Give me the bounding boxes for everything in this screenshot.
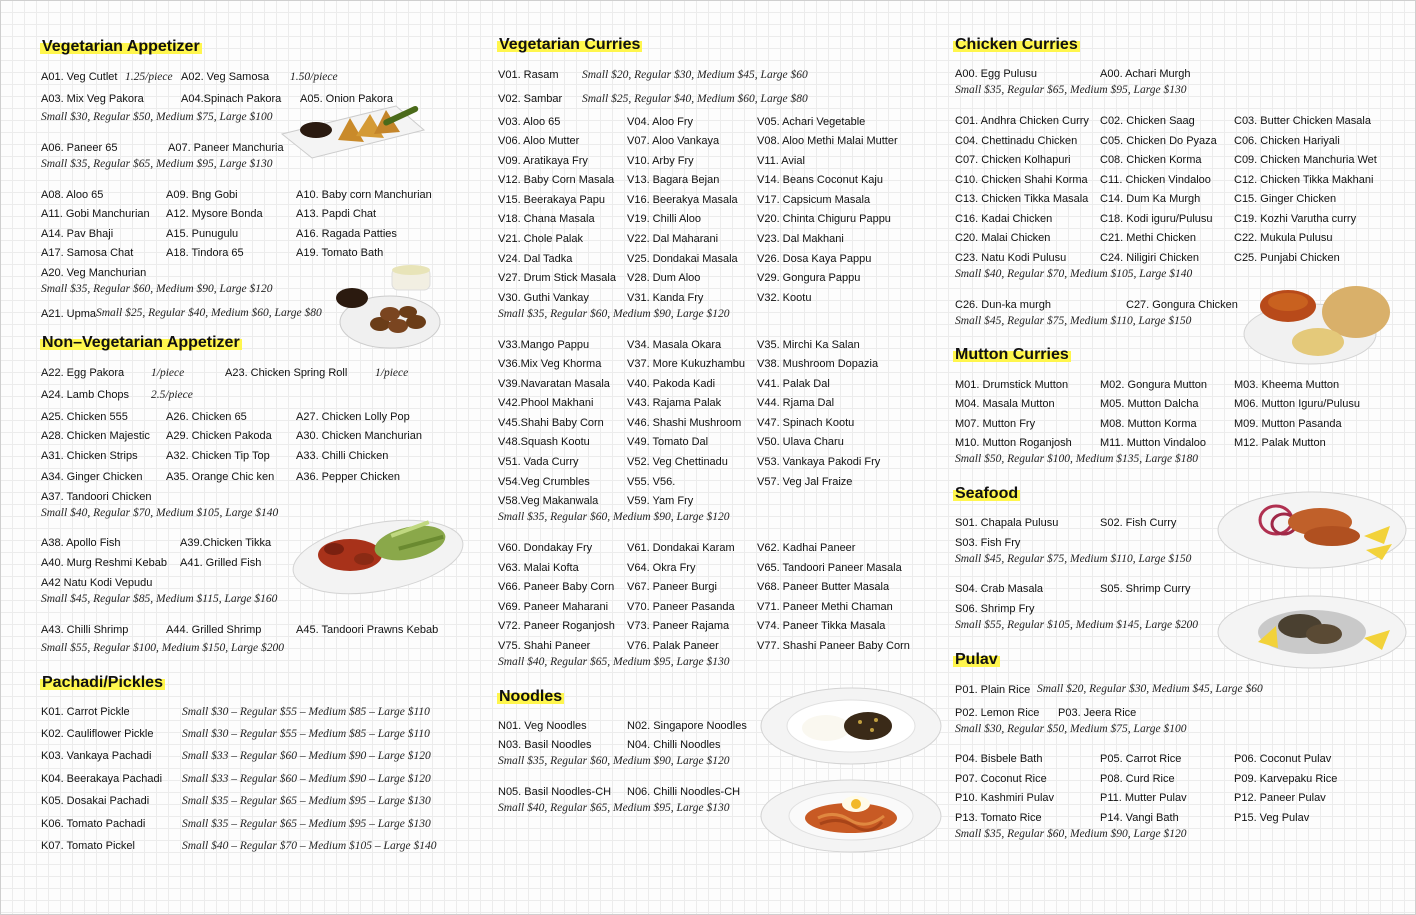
menu-item: A02. Veg Samosa [181, 71, 270, 83]
menu-item: A35. Orange Chic ken [166, 471, 275, 483]
menu-item: A24. Lamb Chops [41, 389, 130, 401]
menu-item: A00. Egg Pulusu [955, 68, 1037, 80]
menu-item: C01. Andhra Chicken Curry [955, 115, 1089, 127]
menu-item: N06. Chilli Noodles-CH [627, 786, 741, 798]
item-price: 1.50/piece [290, 71, 338, 83]
menu-item: V16. Beerakya Masala [627, 194, 738, 206]
menu-item: V11. Avial [757, 155, 805, 167]
menu-item: M02. Gongura Mutton [1100, 379, 1208, 391]
menu-item: V36.Mix Veg Khorma [498, 358, 602, 370]
menu-item: A43. Chilli Shrimp [41, 624, 129, 636]
menu-item: V09. Aratikaya Fry [498, 155, 588, 167]
menu-item: A32. Chicken Tip Top [166, 450, 270, 462]
item-price: Small $33 – Regular $60 – Medium $90 – Large $120 [182, 773, 431, 785]
noodles-photo [758, 774, 944, 856]
menu-item: A07. Paneer Manchuria [168, 142, 284, 154]
rice-curry-photo [758, 684, 944, 768]
price-line: Small $35, Regular $60, Medium $90, Large $120 [41, 283, 273, 295]
menu-item: K03. Vankaya Pachadi [41, 750, 152, 762]
menu-item: V77. Shashi Paneer Baby Corn [757, 640, 910, 652]
price-line: Small $45, Regular $75, Medium $110, Large $150 [955, 553, 1192, 565]
noodles-title: Noodles [499, 688, 563, 705]
price-line: Small $45, Regular $75, Medium $110, Large $150 [955, 315, 1192, 327]
menu-item: A00. Achari Murgh [1100, 68, 1191, 80]
menu-item: C05. Chicken Do Pyaza [1100, 135, 1217, 147]
menu-item: P02. Lemon Rice [955, 707, 1040, 719]
menu-item: A29. Chicken Pakoda [166, 430, 272, 442]
menu-item: V61. Dondakai Karam [627, 542, 735, 554]
menu-item: V70. Paneer Pasanda [627, 601, 735, 613]
menu-item: A16. Ragada Patties [296, 228, 397, 240]
item-price: 1.25/piece [125, 71, 173, 83]
menu-item: S04. Crab Masala [955, 583, 1044, 595]
chilli-chicken-photo [290, 505, 466, 597]
menu-item: N03. Basil Noodles [498, 739, 592, 751]
menu-item: C03. Butter Chicken Masala [1234, 115, 1371, 127]
menu-item: V75. Shahi Paneer [498, 640, 591, 652]
menu-item: A01. Veg Cutlet [41, 71, 118, 83]
menu-item: A09. Bng Gobi [166, 189, 238, 201]
menu-item: C02. Chicken Saag [1100, 115, 1195, 127]
menu-item: V34. Masala Okara [627, 339, 722, 351]
menu-item: K06. Tomato Pachadi [41, 818, 146, 830]
menu-item: K01. Carrot Pickle [41, 706, 130, 718]
menu-item: V43. Rajama Palak [627, 397, 722, 409]
menu-item: C18. Kodi iguru/Pulusu [1100, 213, 1213, 225]
menu-item: M06. Mutton Iguru/Pulusu [1234, 398, 1360, 410]
menu-item: N05. Basil Noodles-CH [498, 786, 612, 798]
menu-item: K02. Cauliflower Pickle [41, 728, 154, 740]
price-line: Small $40, Regular $70, Medium $105, Large $140 [41, 507, 279, 519]
item-price: Small $35 – Regular $65 – Medium $95 – Large $130 [182, 795, 431, 807]
menu-item: V49. Tomato Dal [627, 436, 709, 448]
menu-item: V06. Aloo Mutter [498, 135, 580, 147]
menu-item: P13. Tomato Rice [955, 812, 1042, 824]
menu-item: V30. Guthi Vankay [498, 292, 589, 304]
menu-item: A12. Mysore Bonda [166, 208, 263, 220]
menu-item: C09. Chicken Manchuria Wet [1234, 154, 1377, 166]
price-line: Small $35, Regular $60, Medium $90, Large $120 [498, 755, 730, 767]
pickles-title: Pachadi/Pickles [42, 674, 163, 691]
menu-item: C23. Natu Kodi Pulusu [955, 252, 1067, 264]
menu-item: A41. Grilled Fish [180, 557, 262, 569]
menu-item: C26. Dun-ka murgh [955, 299, 1051, 311]
menu-item: V62. Kadhai Paneer [757, 542, 856, 554]
menu-item: V76. Palak Paneer [627, 640, 719, 652]
menu-item: A08. Aloo 65 [41, 189, 104, 201]
item-price: Small $35 – Regular $65 – Medium $95 – Large $130 [182, 818, 431, 830]
menu-item: A05. Onion Pakora [300, 93, 393, 105]
price-line: Small $50, Regular $100, Medium $135, Large $180 [955, 453, 1198, 465]
menu-item: V73. Paneer Rajama [627, 620, 730, 632]
fish-fry-photo [1214, 480, 1410, 572]
menu-item: M08. Mutton Korma [1100, 418, 1197, 430]
menu-item: M04. Masala Mutton [955, 398, 1055, 410]
menu-item: V60. Dondakay Fry [498, 542, 593, 554]
menu-item: A37. Tandoori Chicken [41, 491, 152, 503]
menu-item: P01. Plain Rice [955, 684, 1031, 696]
menu-item: M10. Mutton Roganjosh [955, 437, 1072, 449]
menu-item: C19. Kozhi Varutha curry [1234, 213, 1357, 225]
menu-item: V35. Mirchi Ka Salan [757, 339, 860, 351]
menu-item: A06. Paneer 65 [41, 142, 118, 154]
menu-item: A20. Veg Manchurian [41, 267, 147, 279]
menu-item: M05. Mutton Dalcha [1100, 398, 1199, 410]
menu-item: C21. Methi Chicken [1100, 232, 1196, 244]
menu-item: A39.Chicken Tikka [180, 537, 272, 549]
menu-item: A42 Natu Kodi Vepudu [41, 577, 153, 589]
menu-item: V03. Aloo 65 [498, 116, 561, 128]
menu-item: A18. Tindora 65 [166, 247, 244, 259]
menu-item: V63. Malai Kofta [498, 562, 579, 574]
menu-item: A33. Chilli Chicken [296, 450, 389, 462]
item-price: Small $40 – Regular $70 – Medium $105 – Large $140 [182, 840, 437, 852]
menu-item: V54.Veg Crumbles [498, 476, 590, 488]
menu-item: V18. Chana Masala [498, 213, 595, 225]
menu-item: A23. Chicken Spring Roll [225, 367, 348, 379]
menu-item: A03. Mix Veg Pakora [41, 93, 144, 105]
menu-item: V08. Aloo Methi Malai Mutter [757, 135, 898, 147]
menu-item: K04. Beerakaya Pachadi [41, 773, 163, 785]
price-line: Small $35, Regular $65, Medium $95, Large $130 [41, 158, 273, 170]
menu-item: V74. Paneer Tikka Masala [757, 620, 886, 632]
menu-item: A34. Ginger Chicken [41, 471, 143, 483]
item-price: Small $20, Regular $30, Medium $45, Large $60 [1037, 683, 1263, 695]
menu-item: C24. Niligiri Chicken [1100, 252, 1200, 264]
menu-item: V41. Palak Dal [757, 378, 830, 390]
menu-item: V58.Veg Makanwala [498, 495, 599, 507]
menu-item: V22. Dal Maharani [627, 233, 719, 245]
price-line: Small $30, Regular $50, Medium $75, Large $100 [955, 723, 1187, 735]
item-price: Small $30 – Regular $55 – Medium $85 – Large $110 [182, 728, 430, 740]
menu-item: C04. Chettinadu Chicken [955, 135, 1078, 147]
menu-item: S05. Shrimp Curry [1100, 583, 1191, 595]
menu-item: A31. Chicken Strips [41, 450, 138, 462]
item-price: Small $25, Regular $40, Medium $60, Large $80 [582, 93, 808, 105]
menu-item: M09. Mutton Pasanda [1234, 418, 1342, 430]
price-line: Small $40, Regular $70, Medium $105, Large $140 [955, 268, 1193, 280]
samosa-plate-photo [278, 100, 428, 162]
menu-item: C20. Malai Chicken [955, 232, 1051, 244]
menu-item: P14. Vangi Bath [1100, 812, 1179, 824]
menu-item: A22. Egg Pakora [41, 367, 125, 379]
menu-item: V07. Aloo Vankaya [627, 135, 720, 147]
menu-item: V21. Chole Palak [498, 233, 583, 245]
menu-item: M11. Mutton Vindaloo [1100, 437, 1206, 449]
menu-item: S03. Fish Fry [955, 537, 1021, 549]
menu-item: C06. Chicken Hariyali [1234, 135, 1340, 147]
price-line: Small $30, Regular $50, Medium $75, Large $100 [41, 111, 273, 123]
menu-item: C25. Punjabi Chicken [1234, 252, 1340, 264]
menu-item: A11. Gobi Manchurian [41, 208, 150, 220]
menu-item: P09. Karvepaku Rice [1234, 773, 1338, 785]
menu-item: C07. Chicken Kolhapuri [955, 154, 1071, 166]
menu-item: V17. Capsicum Masala [757, 194, 871, 206]
menu-item: V47. Spinach Kootu [757, 417, 855, 429]
menu-item: C16. Kadai Chicken [955, 213, 1053, 225]
menu-item: V65. Tandoori Paneer Masala [757, 562, 902, 574]
menu-item: V02. Sambar [498, 93, 563, 105]
menu-item: P08. Curd Rice [1100, 773, 1175, 785]
menu-item: C27. Gongura Chicken [1126, 299, 1238, 311]
menu-item: A21. Upma [41, 308, 97, 320]
menu-item: V33.Mango Pappu [498, 339, 590, 351]
item-price: 1/piece [151, 367, 185, 379]
menu-item: A40. Murg Reshmi Kebab [41, 557, 167, 569]
menu-item: A30. Chicken Manchurian [296, 430, 422, 442]
item-price: Small $20, Regular $30, Medium $45, Large $60 [582, 69, 808, 81]
price-line: Small $35, Regular $60, Medium $90, Large $120 [955, 828, 1187, 840]
menu-item: P15. Veg Pulav [1234, 812, 1310, 824]
menu-item: V05. Achari Vegetable [757, 116, 866, 128]
chicken-curries-title: Chicken Curries [955, 36, 1078, 53]
menu-item: S02. Fish Curry [1100, 517, 1177, 529]
menu-item: N01. Veg Noodles [498, 720, 587, 732]
menu-item: S06. Shrimp Fry [955, 603, 1035, 615]
menu-item: M07. Mutton Fry [955, 418, 1036, 430]
item-price: Small $33 – Regular $60 – Medium $90 – Large $120 [182, 750, 431, 762]
price-line: Small $45, Regular $85, Medium $115, Large $160 [41, 593, 278, 605]
menu-item: V64. Okra Fry [627, 562, 696, 574]
veg-appetizer-title: Vegetarian Appetizer [42, 38, 200, 55]
menu-item: P05. Carrot Rice [1100, 753, 1182, 765]
menu-item: V69. Paneer Maharani [498, 601, 609, 613]
menu-item: V40. Pakoda Kadi [627, 378, 716, 390]
item-price: 1/piece [375, 367, 409, 379]
menu-item: V59. Yam Fry [627, 495, 694, 507]
nonveg-appetizer-title: Non–Vegetarian Appetizer [42, 334, 240, 351]
menu-item: V23. Dal Makhani [757, 233, 844, 245]
menu-item: A17. Samosa Chat [41, 247, 134, 259]
menu-item: C14. Dum Ka Murgh [1100, 193, 1201, 205]
fritters-plate-photo [332, 260, 442, 352]
mutton-curries-title: Mutton Curries [955, 346, 1069, 363]
menu-item: V13. Bagara Bejan [627, 174, 720, 186]
menu-item: V72. Paneer Roganjosh [498, 620, 615, 632]
menu-item: V50. Ulava Charu [757, 436, 844, 448]
item-price: Small $30 – Regular $55 – Medium $85 – Large $110 [182, 706, 430, 718]
menu-item: M03. Kheema Mutton [1234, 379, 1340, 391]
menu-item: V46. Shashi Mushroom [627, 417, 742, 429]
menu-item: V29. Gongura Pappu [757, 272, 861, 284]
menu-item: A44. Grilled Shrimp [166, 624, 262, 636]
menu-item: N02. Singapore Noodles [627, 720, 747, 732]
menu-item: V68. Paneer Butter Masala [757, 581, 890, 593]
menu-item: P10. Kashmiri Pulav [955, 792, 1055, 804]
price-line: Small $55, Regular $105, Medium $145, Large $200 [955, 619, 1198, 631]
menu-item: V39.Navaratan Masala [498, 378, 610, 390]
menu-item: C15. Ginger Chicken [1234, 193, 1337, 205]
menu-item: A19. Tomato Bath [296, 247, 384, 259]
menu-item: A28. Chicken Majestic [41, 430, 150, 442]
menu-item: C22. Mukula Pulusu [1234, 232, 1333, 244]
menu-item: N04. Chilli Noodles [627, 739, 721, 751]
menu-item: V26. Dosa Kaya Pappu [757, 253, 872, 265]
price-line: Small $35, Regular $60, Medium $90, Large $120 [498, 511, 730, 523]
menu-item: M12. Palak Mutton [1234, 437, 1326, 449]
menu-item: V51. Vada Curry [498, 456, 579, 468]
menu-item: V32. Kootu [757, 292, 812, 304]
menu-item: V24. Dal Tadka [498, 253, 573, 265]
menu-item: A13. Papdi Chat [296, 208, 377, 220]
menu-item: V31. Kanda Fry [627, 292, 704, 304]
menu-item: P11. Mutter Pulav [1100, 792, 1187, 804]
menu-item: A04.Spinach Pakora [181, 93, 282, 105]
menu-item: P04. Bisbele Bath [955, 753, 1043, 765]
menu-item: A10. Baby corn Manchurian [296, 189, 432, 201]
menu-item: V20. Chinta Chiguru Pappu [757, 213, 891, 225]
menu-item: A38. Apollo Fish [41, 537, 121, 549]
menu-item: C13. Chicken Tikka Masala [955, 193, 1089, 205]
menu-item: P12. Paneer Pulav [1234, 792, 1326, 804]
menu-item: V42.Phool Makhani [498, 397, 594, 409]
menu-item: V37. More Kukuzhambu [627, 358, 746, 370]
shrimp-plate-photo [1214, 586, 1410, 672]
menu-item: V10. Arby Fry [627, 155, 694, 167]
menu-item: V71. Paneer Methi Chaman [757, 601, 893, 613]
price-line: Small $55, Regular $100, Medium $150, Large $200 [41, 642, 284, 654]
menu-item: P07. Coconut Rice [955, 773, 1047, 785]
menu-item: V66. Paneer Baby Corn [498, 581, 615, 593]
menu-item: A36. Pepper Chicken [296, 471, 400, 483]
seafood-title: Seafood [955, 485, 1019, 502]
menu-item: V57. Veg Jal Fraize [757, 476, 853, 488]
menu-item: A15. Punugulu [166, 228, 239, 240]
menu-item: A45. Tandoori Prawns Kebab [296, 624, 439, 636]
menu-item: V01. Rasam [498, 69, 559, 81]
menu-item: A14. Pav Bhaji [41, 228, 114, 240]
menu-item: A25. Chicken 555 [41, 411, 128, 423]
menu-item: V38. Mushroom Dopazia [757, 358, 879, 370]
menu-item: K07. Tomato Pickel [41, 840, 135, 852]
menu-item: V45.Shahi Baby Corn [498, 417, 604, 429]
menu-item: V19. Chilli Aloo [627, 213, 701, 225]
menu-item: M01. Drumstick Mutton [955, 379, 1069, 391]
menu-item: V14. Beans Coconut Kaju [757, 174, 883, 186]
price-line: Small $35, Regular $60, Medium $90, Large $120 [498, 308, 730, 320]
menu-item: P03. Jeera Rice [1058, 707, 1137, 719]
menu-item: A27. Chicken Lolly Pop [296, 411, 410, 423]
pulav-title: Pulav [955, 651, 998, 668]
menu-item: V12. Baby Corn Masala [498, 174, 615, 186]
menu-item: V52. Veg Chettinadu [627, 456, 728, 468]
menu-item: C11. Chicken Vindaloo [1100, 174, 1211, 186]
menu-item: V04. Aloo Fry [627, 116, 694, 128]
menu-item: C12. Chicken Tikka Makhani [1234, 174, 1374, 186]
menu-item: C10. Chicken Shahi Korma [955, 174, 1088, 186]
menu-item: K05. Dosakai Pachadi [41, 795, 150, 807]
menu-item: V55. V56. [627, 476, 676, 488]
menu-item: V44. Rjama Dal [757, 397, 835, 409]
menu-item: P06. Coconut Pulav [1234, 753, 1332, 765]
price-line: Small $40, Regular $65, Medium $95, Large $130 [498, 802, 730, 814]
item-price: 2.5/piece [151, 389, 193, 401]
item-price: Small $25, Regular $40, Medium $60, Large $80 [96, 307, 322, 319]
price-line: Small $40, Regular $65, Medium $95, Large $130 [498, 656, 730, 668]
menu-item: S01. Chapala Pulusu [955, 517, 1059, 529]
curry-rice-naan-photo [1240, 276, 1398, 368]
menu-item: V27. Drum Stick Masala [498, 272, 616, 284]
menu-item: V48.Squash Kootu [498, 436, 590, 448]
menu-item: A26. Chicken 65 [166, 411, 247, 423]
menu-item: C08. Chicken Korma [1100, 154, 1202, 166]
menu-item: V15. Beerakaya Papu [498, 194, 606, 206]
menu-item: V28. Dum Aloo [627, 272, 701, 284]
menu-item: V25. Dondakai Masala [627, 253, 738, 265]
menu-item: V53. Vankaya Pakodi Fry [757, 456, 881, 468]
menu-item: V67. Paneer Burgi [627, 581, 717, 593]
veg-curries-title: Vegetarian Curries [499, 36, 641, 53]
price-line: Small $35, Regular $65, Medium $95, Large $130 [955, 84, 1187, 96]
